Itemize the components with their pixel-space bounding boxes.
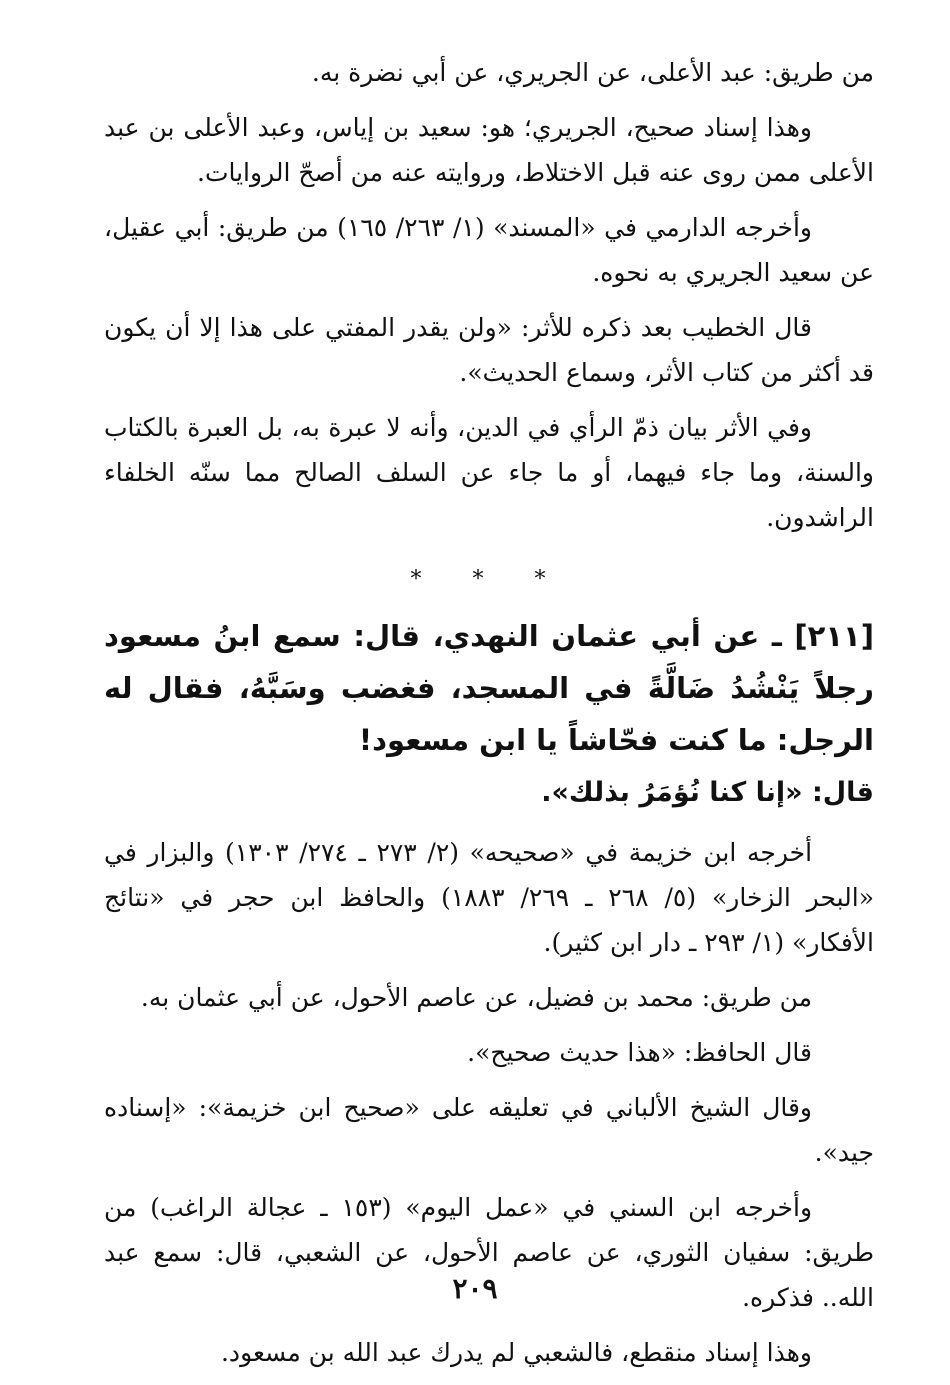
paragraph-isnad-sahih: وهذا إسناد صحيح، الجريري؛ هو: سعيد بن إياس، وعبد الأعلى بن عبد الأعلى ممن روى عنه قبل الاختلاط، وروايته عنه من أصحّ الروايات. [104,113,874,187]
paragraph-khatib: قال الخطيب بعد ذكره للأثر: «ولن يقدر المفتي على هذا إلا أن يكون قد أكثر من كتاب الأثر، وسماع الحديث». [104,313,874,387]
paragraph-chain-ibn-fudayl: من طريق: محمد بن فضيل، عن عاصم الأحول، عن أبي عثمان به. [140,983,812,1012]
paragraph-chain-abd-al-ala: من طريق: عبد الأعلى، عن الجريري، عن أبي نضرة به. [311,58,874,87]
paragraph-hafiz-grading: قال الحافظ: «هذا حديث صحيح». [467,1038,812,1067]
paragraph-ibn-khuzaymah: أخرجه ابن خزيمة في «صحيحه» (٢/ ٢٧٣ ـ ٢٧٤/ ١٣٠٣) والبزار في «البحر الزخار» (٥/ ٢٦٨ ـ ٢٦٩/ ١٨٨٣) والحافظ ابن حجر في «نتائج الأفكار» (١/ ٢٩٣ ـ دار ابن كثير). [104,838,874,957]
page-body [104,50,874,1385]
paragraph-darimi: وأخرجه الدارمي في «المسند» (١/ ٢٦٣/ ١٦٥) من طريق: أبي عقيل، عن سعيد الجريري به نحوه. [104,213,874,287]
section-separator: * * * [410,567,568,592]
page-number: ٢٠٩ [452,1272,498,1305]
paragraph-albani-grading: وقال الشيخ الألباني في تعليقه على «صحيح ابن خزيمة»: «إسناده جيد». [104,1093,874,1167]
paragraph-ray-dispraise: وفي الأثر بيان ذمّ الرأي في الدين، وأنه لا عبرة به، بل العبرة بالكتاب والسنة، وما جاء فيهما، أو ما جاء عن السلف الصالح مما سنّه الخلفاء الراشدون. [104,413,874,532]
hadith-211-text: [٢١١] ـ عن أبي عثمان النهدي، قال: سمع ابنُ مسعود رجلاً يَنْشُدُ ضَالَّةً في المسجد، فغضب وسَبَّهُ، فقال له الرجل: ما كنت فحّاشاً يا ابن مسعود! [104,619,874,757]
paragraph-ibn-al-sunni: وأخرجه ابن السني في «عمل اليوم» (١٥٣ ـ عجالة الراغب) من طريق: سفيان الثوري، عن عاصم الأحول، عن الشعبي، قال: سمع عبد الله.. فذكره. [104,1193,874,1312]
paragraph-munqati: وهذا إسناد منقطع، فالشعبي لم يدرك عبد الله بن مسعود. [220,1338,812,1367]
hadith-211-statement: قال: «إنا كنا نُؤمَرُ بذلك». [541,777,874,808]
